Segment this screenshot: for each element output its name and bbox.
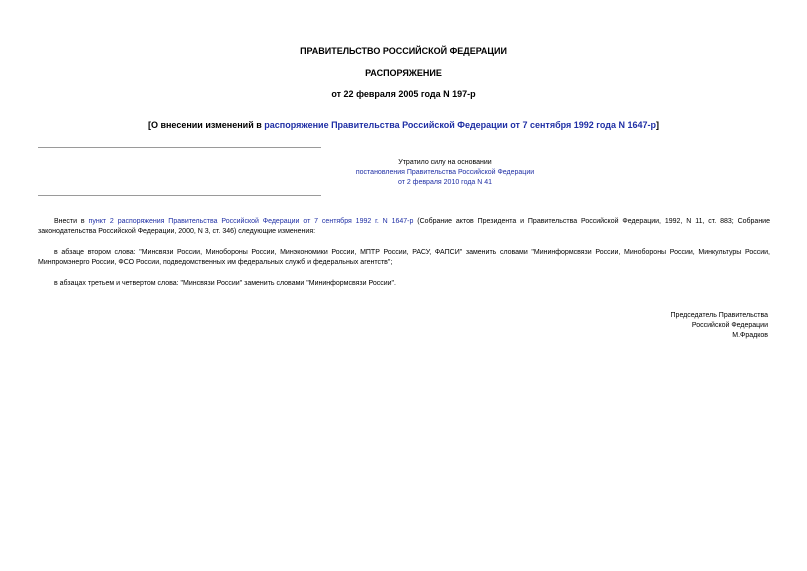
p1-suffix: (Собрание актов Президента и Правительства Российской Федерации, 1992, N 11, ст. 883; Собрание законодательства Российской Федерации, 2000, N 3, ст. 346) следующие изменения: [38,218,770,235]
signature-position-2: Российской Федерации [691,322,768,329]
title-amended-act-link[interactable]: распоряжение Правительства Российской Федерации от 7 сентября 1992 года N 1647-р [264,120,657,130]
signature-name: М.Фрадков [732,332,768,339]
p1-referenced-act-link[interactable]: пункт 2 распоряжения Правительства Российской Федерации от 7 сентября 1992 г. N 1647-р [88,218,414,225]
top-divider [38,147,321,148]
status-note-link-date[interactable]: от 2 февраля 2010 года N 41 [397,179,493,186]
document-title [0,120,807,131]
document-type-heading: РАСПОРЯЖЕНИЕ [365,68,442,78]
signature-position: Председатель Правительства [670,312,768,319]
title-prefix: [О внесении изменений в [147,120,265,130]
body-paragraph-2: в абзаце втором слова: "Минсвязи России, Минобороны России, Минэкономики России, МПТР России, РАСУ, ФАПСИ" заменить словами "Мининформсвязи России, Минобороны России, Минкультуры России, Минпромэнерго России, ФСО России, подведомственных им федеральных служб и федеральных агентств"; [38,249,770,266]
organization-heading: ПРАВИТЕЛЬСТВО РОССИЙСКОЙ ФЕДЕРАЦИИ [300,46,507,56]
body-paragraph-3: в абзацах третьем и четвертом слова: "Минсвязи России" заменить словами "Мининформсвязи России". [54,280,396,287]
status-note-link[interactable]: постановления Правительства Российской Федерации [355,169,535,176]
document-date-number: от 22 февраля 2005 года N 197-р [331,89,476,99]
bottom-divider [38,195,321,196]
title-suffix: ] [656,120,660,130]
p1-prefix: Внести в [54,218,89,225]
status-note-line: Утратило силу на основании [398,159,492,166]
body-paragraph-1 [38,217,770,237]
